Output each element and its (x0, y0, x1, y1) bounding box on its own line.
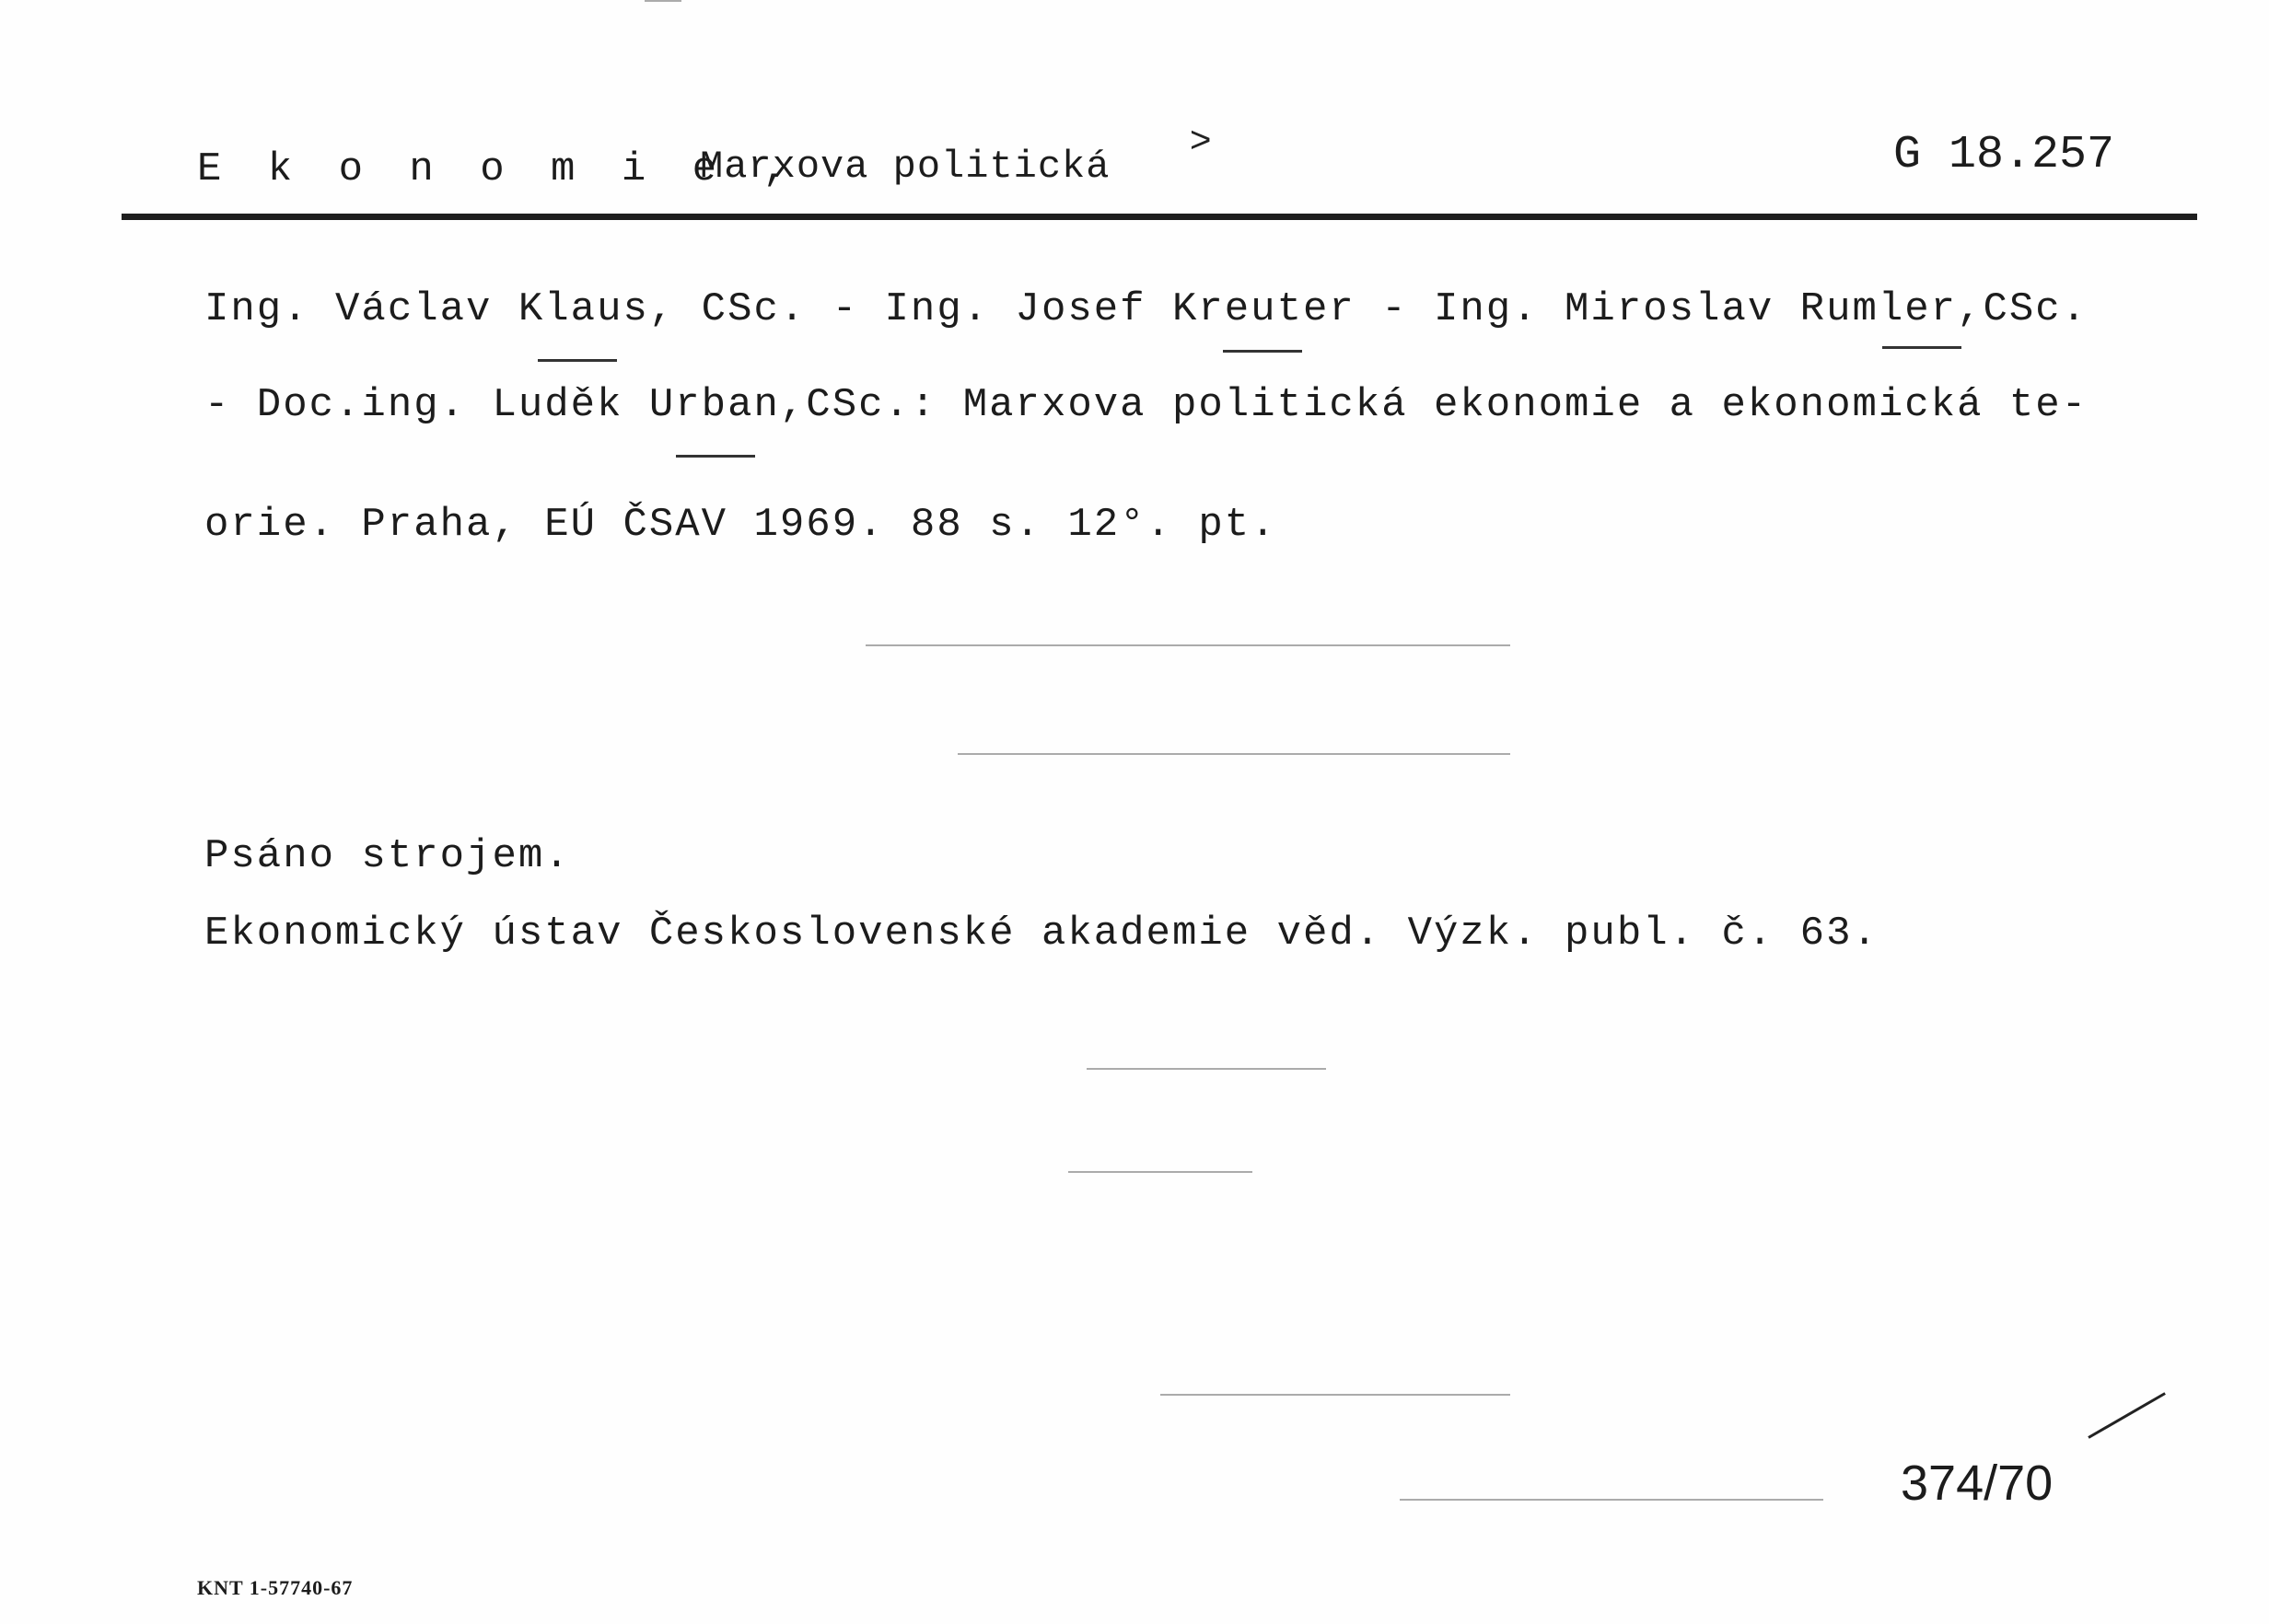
surname-underline-kreuter (1223, 350, 1302, 353)
surname-underline-urban (676, 455, 755, 458)
note-series: Ekonomický ústav Československé akademie věd. Výzk. publ. č. 63. (204, 911, 1879, 957)
heading-rule (122, 214, 2197, 220)
scan-noise (1068, 1171, 1252, 1173)
scan-noise (958, 753, 1510, 755)
accession-number: 374/70 (1901, 1456, 2054, 1511)
scan-noise (1087, 1068, 1326, 1070)
scan-noise (1160, 1394, 1510, 1396)
entry-line-1: Ing. Václav Klaus, CSc. - Ing. Josef Kreuter - Ing. Miroslav Rumler,CSc. (204, 286, 2089, 332)
call-number: G 18.257 (1893, 129, 2115, 181)
surname-underline-rumler (1882, 346, 1961, 349)
insertion-mark: > (1190, 120, 1212, 160)
scan-noise (866, 644, 1510, 646)
entry-line-3: orie. Praha, EÚ ČSAV 1969. 88 s. 12°. pt. (204, 502, 1277, 548)
printer-imprint: KNT 1-57740-67 (197, 1576, 354, 1599)
scan-noise (1400, 1499, 1823, 1501)
subject-heading-rest: Marxova politická (700, 145, 1111, 189)
scan-noise (645, 0, 681, 2)
accession-slash-mark (2088, 1392, 2166, 1439)
note-typewritten: Psáno strojem. (204, 833, 571, 879)
subject-heading: E k o n o m i e , (197, 146, 798, 192)
entry-line-2: - Doc.ing. Luděk Urban,CSc.: Marxova politická ekonomie a ekonomická te- (204, 382, 2089, 428)
surname-underline-klaus (538, 359, 617, 362)
